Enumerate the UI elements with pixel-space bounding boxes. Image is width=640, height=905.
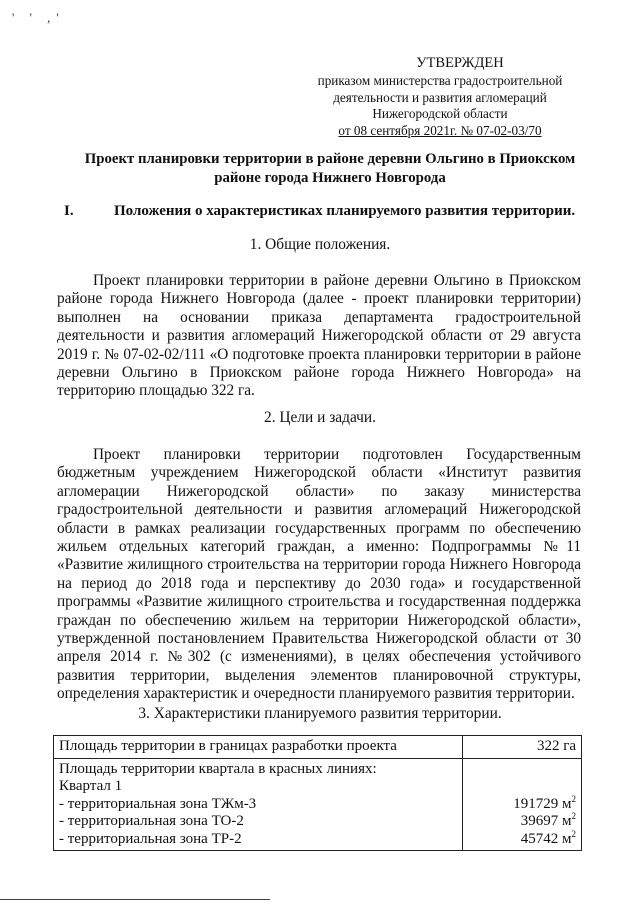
table-row — [54, 736, 582, 759]
section-heading — [64, 203, 604, 220]
approval-order-ref: от 08 сентября 2021г. № 07-02-03/70 — [338, 122, 542, 138]
zone-value: 39697 $м^2$ — [520, 811, 576, 829]
zone-value: 45742 $м^2$ — [520, 828, 576, 847]
zone-value: 191729 $м^2$ — [513, 793, 576, 812]
block-name: Квартал 1 — [59, 778, 123, 794]
title-line: районе города Нижнего Новгорода — [214, 169, 446, 186]
subsection-heading-1: 1. Общие положения. — [249, 236, 391, 253]
table-row — [54, 758, 582, 851]
zone-label: - территориальная зона ТЖм-3 — [59, 795, 257, 812]
title-line: Проект планировки территории в районе деревни Ольгино в Приокском — [84, 151, 576, 167]
table-cell-label: Площадь территории в границах разработки проекта — [54, 736, 463, 759]
section-text: Положения о характеристиках планируемого развития территории. — [114, 203, 576, 219]
paragraph-general: Проект планировки территории в районе деревни Ольгино в Приокском районе города Нижнего Новгорода (далее - проект планировки территории) выполнен на основании приказа департамента градостроительной деятельности и развития агломераций Нижегородской области от 29 августа 2019 г. № 07-02-02/111 «О подготовке проекта планировки территории в районе деревни Ольгино в Приокском районе города Нижнего Новгорода» на территорию площадью 322 га. — [57, 272, 581, 400]
footnote-divider — [0, 899, 270, 900]
table-cell-value: 322 га — [463, 736, 582, 759]
scan-marks: ' ' ,' — [12, 10, 65, 25]
approval-line: деятельности и развития агломераций — [333, 89, 547, 105]
paragraph-goals: Проект планировки территории подготовлен Государственным бюджетным учреждением Нижегородской области «Институт развития агломерации Нижегородской области» по заказу министерства градостроительной деятельности и развития агломераций Нижегородской области в рамках реализации государственных программ по обеспечению жильем отдельных категорий граждан, а именно: Подпрограммы №11 «Развитие жилищного строительства на территории города Нижнего Новгорода на период до 2018 года и перспективу до 2030 года» и государственной программы «Развитие жилищного строительства и государственная поддержка граждан по обеспечению жильем на территории Нижегородской области», утвержденной постановлением Правительства Нижегородской области от 30 апреля 2014 г. №302 (с изменениями), в целях обеспечения устойчивого развития территории, выделения элементов планировочной структуры, определения характеристик и очередности планируемого развития территории. — [57, 446, 581, 703]
subsection-heading-2: 2. Цели и задачи. — [264, 409, 376, 426]
zone-label: - территориальная зона ТО-2 — [59, 813, 244, 829]
subsection-heading-3: 3. Характеристики планируемого развития территории. — [138, 705, 502, 722]
document-title — [40, 150, 620, 187]
approval-title: УТВЕРЖДЕН — [416, 55, 504, 71]
zone-label: - территориальная зона ТР-2 — [59, 830, 242, 847]
zones-heading: Площадь территории квартала в красных линиях: — [59, 760, 377, 777]
approval-line: приказом министерства градостроительной — [317, 73, 563, 88]
approval-stamp — [300, 54, 580, 139]
table-cell-label — [54, 758, 463, 851]
table-cell-value — [463, 758, 582, 851]
approval-line: Нижегородской области — [372, 106, 508, 121]
section-number: I. — [64, 203, 74, 219]
characteristics-table — [53, 735, 582, 851]
